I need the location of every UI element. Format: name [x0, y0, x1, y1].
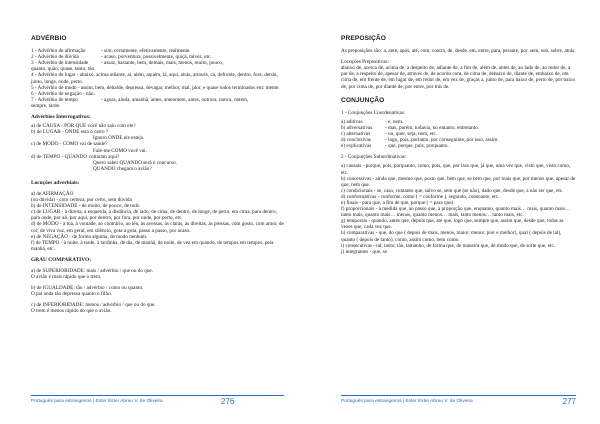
adverb-examples: - sim, certamente, efetivamente, realmente. — [101, 48, 191, 55]
subord-line: g) temporais - quando, antes que, depois que, até que, logo que, sempre que, assim que, desde que, todas as vezes que, cada vez que. — [341, 218, 564, 231]
conjuncao-title: CONJUNÇÃO — [341, 96, 385, 104]
adverb-lugar: 4 - Advérbio de lugar - abaixo, acima adiante, aí, além, aquém, lá, aqui, atrás, através, cá, defronte, dentro, fora, detrás, junto, longe, onde, perto. — [31, 72, 278, 85]
interrog-line: d) de TEMPO - QUANDO voltaram aqui? — [31, 153, 120, 160]
locucao-line: c) de LUGAR - à direita, à esquerda, à distância, de lado, de cima, de dentro, de longe, de perto, em cima, para dentro, para onde, por ali, por aqui, por dentro, por fora, por onde, por perto, etc. — [31, 209, 277, 222]
footer-text: Português para estrangeiros | Ester Ester Abreu V. de Oliveira — [31, 399, 163, 404]
coordenativas-heading: 1 - Conjunções Coordenativas: — [341, 109, 406, 116]
right-page-content — [341, 36, 576, 255]
subord-line: c) condicionais - se, caso, contanto que, salvo se, sem que (se não), dado que, desde que, a não ser que, etc. — [341, 187, 564, 194]
grau-line: a) de SUPERIORIDADE: mais / advérbio / que ou do que. — [31, 268, 154, 274]
adverb-list-item — [31, 97, 284, 103]
interrog-line: Ignoro ONDE ele esteja. — [93, 135, 145, 142]
locucao-line: a) de AFIRMAÇÃO — [31, 190, 74, 197]
interrog-line: Quero saber QUANDO será o concurso. — [93, 159, 177, 166]
subord-line: b) concessivas - ainda que, mesmo que, posto que, bem que, se bem que, por mais que, por menos que, apesar de que, nem que. — [341, 175, 576, 188]
locucao-line: f) de TEMPO - à noite, à tarde, à tardinha, de dia, de manhã, de noite, de vez em quando, de tempos em tempos, pela manhã, etc. — [31, 239, 274, 252]
locucao-line: d) de MODO - à toa, à vontade, ao contrário, ao léu, às avessas, às claras, às direitas, às pressas, com gosto, com amor, de cor, de viva voz, em geral, em silêncio, gota a gota, passo a passo, por acaso. — [31, 221, 284, 234]
coord-type: d) conclusivas — [341, 137, 371, 144]
adverb-type: 3 - Advérbio de intensidade — [31, 60, 89, 67]
coord-type: e) explicativas — [341, 143, 372, 150]
interrog-line: c) de MODO - COMO vai de saúde? — [31, 141, 108, 148]
interrogativos-heading: Advérbios Interrogativos: — [31, 114, 91, 121]
locucao-line: (ou dúvida) - com certeza, por certo, sem dúvida — [31, 197, 132, 204]
adverbio-title: ADVÉRBIO — [31, 35, 67, 42]
grau-example: O avião é mais rápido que o trem. — [31, 274, 102, 281]
coord-examples: - logo, pois, portanto, por conseguinte, por isso, assim. — [385, 137, 499, 144]
preposicao-title: PREPOSIÇÃO — [341, 35, 386, 42]
coord-examples: - que, porque, pois, porquanto. — [385, 143, 449, 150]
interrog-line: Fale-me COMO você vai. — [93, 147, 147, 154]
grau-example: O pai anda tão depressa quanto o filho. — [31, 291, 112, 298]
adverb-list-continuation: quanto, quão, quase, tanto, tão. — [31, 66, 96, 73]
interrog-line: a) de CAUSA - POR QUE você não saiu com ele? — [31, 123, 136, 130]
coord-item — [341, 143, 576, 149]
adverb-tempo-continuation: sempre, tarde. — [31, 102, 61, 109]
page-number: 277 — [562, 397, 576, 406]
grau-line: c) de INFERIORIDADE: menos / advérbio / que ou do que. — [31, 302, 156, 309]
subordinativas-heading: 2 - Conjunções Subordinativas: — [341, 154, 407, 161]
subord-line: j) integrantes - que, se. — [341, 248, 389, 255]
grau-line: b) de IGUALDADE: tão / advérbio / como ou quanto. — [31, 285, 144, 292]
subord-line: h) comparativas - que, do que ( depois de mais, menos, maior, menor, pior e melhor), qual ( depois de tal), quanto ( depois de tanto), como, assim como, bem como. — [341, 230, 562, 243]
subord-line: i) consecutivas - tal, tanto, tão, tamanho, de forma que, de maneira que, de modo que, de sorte que, etc. — [341, 242, 556, 249]
coord-type: b) adversativas — [341, 124, 373, 131]
right-page — [300, 0, 600, 424]
adverb-modo: 5 - Advérbio de modo - assim, bem, debalde, depressa, devagar, melhor, mal, pior, e quase todos terminados em: mente. — [31, 84, 280, 91]
coord-examples: - e, nem. — [385, 118, 404, 125]
right-footer — [341, 395, 576, 410]
coord-type: c) alternativas — [341, 131, 371, 138]
left-page-content — [31, 36, 284, 315]
locucao-line: b) de INTENSIDADE - de muito, de pouco, de tudo — [31, 203, 140, 210]
adverb-examples: - assaz, bastante, bem, demais, mais, menos, muito, pouco, — [101, 60, 224, 67]
locucoes-prepositivas-text: abaixo de, acerca de, acima de, a despeito de, adiante de, a fim de, além de, antes de, ao lado de, ao redor de, a par de, a respeito de, apesar de, através de, de acordo com, de cima de, debaixo de, diante de, embaixo de, em cima de, em frente de, em lugar de, em redor de, em vez de, graças a, junto de, para baixo de, perto de, por baixo de, por cima de, por diante de, por entre, por trás de. — [341, 65, 576, 90]
left-footer — [31, 395, 284, 410]
interrog-line: b) de LUGAR - ONDE está o carro ? — [31, 129, 109, 136]
locucoes-prepositivas-heading: Locuções Prepositivas: — [341, 59, 389, 66]
coord-examples: - ou, quer, seja, nem, etc. — [385, 131, 437, 138]
adverb-examples: - agora, ainda, amanhã, antes, anteontem, antes, outrora, nunca, ontem, — [101, 96, 249, 103]
locucoes-heading: Locuções adverbiais: — [31, 179, 80, 186]
coord-type: a) aditivas — [341, 118, 363, 125]
subord-line: f) proporcionais - à medida que, ao passo que, à proporção que, enquanto, quanto mais… mais, quanto mais… tanto mais, quanto mais… menos, quanto menos… mais, tanto menos… tanto mais, etc. — [341, 206, 571, 219]
page-number: 276 — [221, 397, 235, 406]
preposicao-text: As preposições são: a, ante, após, até, com, contra, de, desde, em, entre, para, perante, por, sem, sob, sobre, atrás. — [341, 48, 576, 55]
adverb-type: 2 - Advérbio de dúvida — [31, 54, 79, 61]
subord-line: e) finais - para que, a fim de que, porque ( = para que). — [341, 199, 455, 206]
adverb-examples: - acaso, porventura, possivelmente, quiçá, talvez, etc. — [101, 54, 212, 61]
subord-line: a) causais - porque, pois, porquanto, como, pois, que, por isso que, já que, uma vez que, visto que, visto como, etc. — [341, 163, 571, 176]
grau-heading: GRAU COMPARATIVO: — [31, 256, 92, 263]
subord-line: d) conformativas - conforme, como ( = conforme ), segundo, consoante, etc. — [341, 193, 500, 200]
footer-text: Português para estrangeiros | Ester Ester Abreu V. de Oliveira — [341, 399, 473, 404]
locucao-line: e) de NEGAÇÃO - de forma alguma, de modo nenhum. — [31, 233, 148, 240]
coord-examples: - mas, porém, todavia, no entanto, entretanto. — [385, 124, 480, 131]
adverb-type: 1 - Advérbio de afirmação — [31, 48, 86, 55]
interrog-line: QUANDO chegará o avião? — [93, 165, 152, 172]
grau-example: O trem é menos rápido do que o avião. — [31, 308, 112, 315]
adverb-negacao: 6 - Advérbio de negação - não. — [31, 90, 95, 97]
adverb-type: 7 - Advérbio de tempo — [31, 96, 78, 103]
